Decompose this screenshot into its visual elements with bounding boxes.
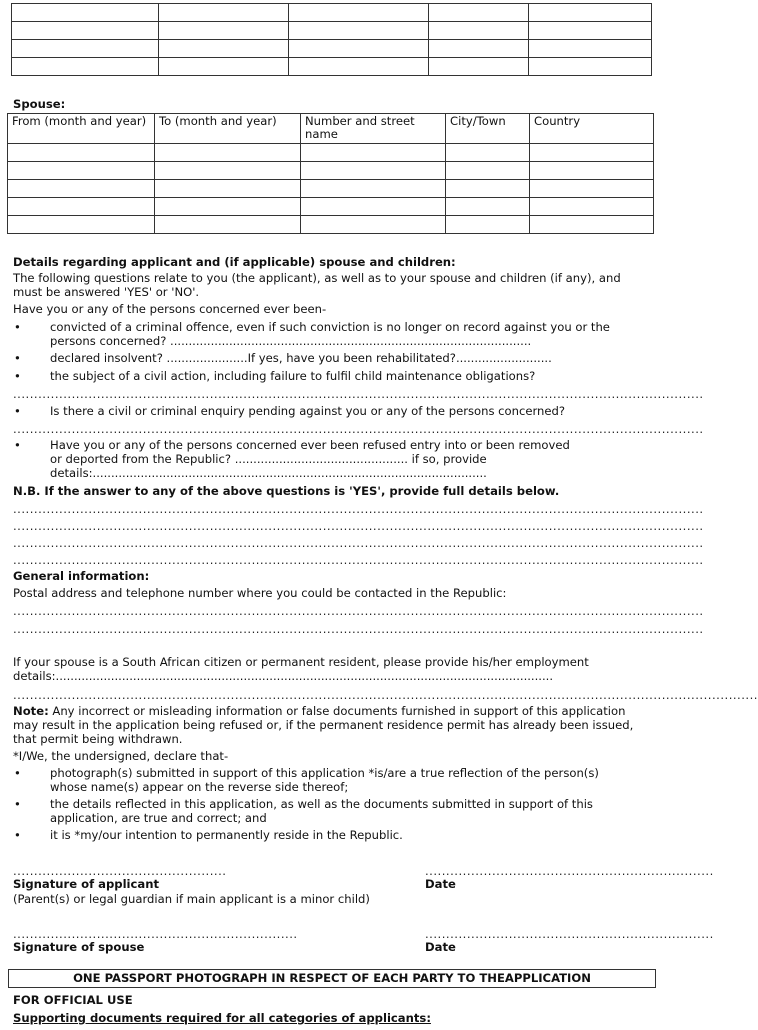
spouse-heading: Spouse: bbox=[13, 97, 66, 111]
details-line-1[interactable]: ..................................................................................................................................................................... bbox=[13, 502, 704, 516]
answer-line[interactable]: ..................................................................................................................................................................... bbox=[13, 387, 704, 401]
date-line-1[interactable]: ..................................................................... bbox=[425, 864, 714, 878]
bullet-glyph: • bbox=[14, 766, 21, 780]
postal-address-label: Postal address and telephone number where you could be contacted in the Republic: bbox=[13, 586, 507, 600]
question-criminal: convicted of a criminal offence, even if such conviction is no longer on record against you or the persons concerned? .................................................................................................. bbox=[50, 320, 610, 348]
details-lead: Have you or any of the persons concerned ever been- bbox=[13, 302, 327, 316]
date-label-1: Date bbox=[425, 877, 456, 891]
note-paragraph bbox=[13, 704, 645, 746]
question-enquiry: Is there a civil or criminal enquiry pending against you or any of the persons concerned? bbox=[50, 404, 566, 418]
spouse-signature-line[interactable]: .................................................................... bbox=[13, 927, 298, 941]
employment-line[interactable]: .................................................................................................................................................................................. bbox=[13, 688, 758, 702]
declaration-lead: *I/We, the undersigned, declare that- bbox=[13, 749, 229, 763]
col-header-street: Number and street name bbox=[301, 114, 446, 144]
question-refused-entry: Have you or any of the persons concerned ever been refused entry into or been removed or deported from the Republic? ............................................... if so, provide details:........................................................................................................... bbox=[50, 438, 570, 480]
declaration-reside: it is *my/our intention to permanently reside in the Republic. bbox=[50, 828, 403, 842]
answer-line[interactable]: ..................................................................................................................................................................... bbox=[13, 422, 704, 436]
bullet-glyph: • bbox=[14, 404, 21, 418]
passport-photo-box: ONE PASSPORT PHOTOGRAPH IN RESPECT OF EACH PARTY TO THEAPPLICATION bbox=[8, 969, 656, 988]
details-intro: The following questions relate to you (the applicant), as well as to your spouse and children (if any), and must be answered 'YES' or 'NO'. bbox=[13, 271, 621, 299]
question-civil-action: the subject of a civil action, including failure to fulfil child maintenance obligations? bbox=[50, 369, 536, 383]
applicant-signature-sub: (Parent(s) or legal guardian if main applicant is a minor child) bbox=[13, 892, 370, 906]
details-line-4[interactable]: ..................................................................................................................................................................... bbox=[13, 553, 704, 567]
applicant-address-table bbox=[11, 3, 652, 76]
question-insolvent: declared insolvent? ......................If yes, have you been rehabilitated?.......................... bbox=[50, 351, 552, 365]
bullet-glyph: • bbox=[14, 828, 21, 842]
bullet-glyph: • bbox=[14, 438, 21, 452]
spouse-employment-label: If your spouse is a South African citizen or permanent resident, please provide his/her employment details:....................................................................................................................................... bbox=[13, 655, 589, 683]
nb-note: N.B. If the answer to any of the above questions is 'YES', provide full details below. bbox=[13, 484, 560, 498]
postal-line-2[interactable]: ..................................................................................................................................................................... bbox=[13, 622, 704, 636]
note-label: Note: bbox=[13, 704, 49, 718]
details-line-2[interactable]: ..................................................................................................................................................................... bbox=[13, 519, 704, 533]
declaration-photo: photograph(s) submitted in support of this application *is/are a true reflection of the person(s) whose name(s) appear on the reverse side thereof; bbox=[50, 766, 599, 794]
applicant-signature-label: Signature of applicant bbox=[13, 877, 160, 891]
col-header-city: City/Town bbox=[446, 114, 530, 144]
bullet-glyph: • bbox=[14, 797, 21, 811]
bullet-glyph: • bbox=[14, 369, 21, 383]
general-heading: General information: bbox=[13, 569, 150, 583]
official-use-heading: FOR OFFICIAL USE bbox=[13, 993, 133, 1007]
date-line-2[interactable]: ..................................................................... bbox=[425, 927, 714, 941]
col-header-to: To (month and year) bbox=[155, 114, 301, 144]
date-label-2: Date bbox=[425, 940, 456, 954]
col-header-from: From (month and year) bbox=[8, 114, 155, 144]
details-line-3[interactable]: ..................................................................................................................................................................... bbox=[13, 536, 704, 550]
applicant-signature-line[interactable]: ................................................... bbox=[13, 864, 227, 878]
spouse-signature-label: Signature of spouse bbox=[13, 940, 145, 954]
col-header-country: Country bbox=[530, 114, 654, 144]
supporting-documents-heading: Supporting documents required for all categories of applicants: bbox=[13, 1011, 431, 1025]
spouse-address-table bbox=[7, 113, 654, 234]
details-heading: Details regarding applicant and (if applicable) spouse and children: bbox=[13, 255, 456, 269]
note-text: Any incorrect or misleading information or false documents furnished in support of this application may result in the application being refused or, if the permanent residence permit has already been issued, that permit being withdrawn. bbox=[13, 704, 634, 746]
bullet-glyph: • bbox=[14, 320, 21, 334]
bullet-glyph: • bbox=[14, 351, 21, 365]
declaration-details: the details reflected in this application, as well as the documents submitted in support of this application, are true and correct; and bbox=[50, 797, 593, 825]
postal-line-1[interactable]: ..................................................................................................................................................................... bbox=[13, 604, 704, 618]
